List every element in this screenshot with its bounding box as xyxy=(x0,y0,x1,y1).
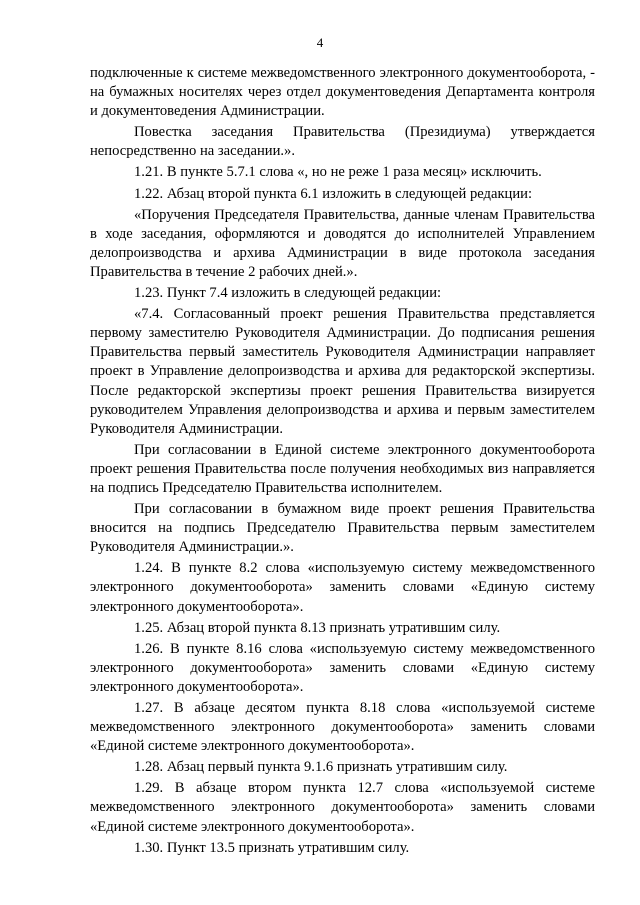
paragraph-item-1-30: 1.30. Пункт 13.5 признать утратившим силу. xyxy=(134,839,410,856)
paragraph-item-1-29: 1.29. В абзаце втором пункта 12.7 слова «используемой системе межведомственного электронного документооборота» заменить словами «Единой системе электронного документооборота». xyxy=(90,780,595,835)
paragraph-item-1-21: 1.21. В пункте 5.7.1 слова «, но не реже 1 раза месяц» исключить. xyxy=(134,164,542,181)
paragraph: Повестка заседания Правительства (Президиума) утверждается непосредственно на заседании.». xyxy=(90,124,595,160)
paragraph-item-1-24: 1.24. В пункте 8.2 слова «используемую систему межведомственного электронного документооборота» заменить словами «Единую систему электронного документооборота». xyxy=(90,560,595,615)
paragraph-quote: «Поручения Председателя Правительства, данные членам Правительства в ходе заседания, оформляются и доводятся до исполнителей Управлением делопроизводства и архива Администрации в виде протокола заседания Правительства в течение 2 рабочих дней.». xyxy=(90,206,595,280)
paragraph: При согласовании в Единой системе электронного документооборота проект решения Правительства после получения необходимых виз направляется на подпись Председателю Правительства исполнителем. xyxy=(90,441,595,496)
paragraph-item-1-23: 1.23. Пункт 7.4 изложить в следующей редакции: xyxy=(134,285,442,302)
paragraph-item-1-27: 1.27. В абзаце десятом пункта 8.18 слова «используемой системе межведомственного электронного документооборота» заменить словами «Единой системе электронного документооборота». xyxy=(90,700,595,755)
paragraph-item-1-25: 1.25. Абзац второй пункта 8.13 признать утратившим силу. xyxy=(134,619,501,636)
paragraph-item-1-22: 1.22. Абзац второй пункта 6.1 изложить в следующей редакции: xyxy=(134,185,533,202)
paragraph-continuation: подключенные к системе межведомственного электронного документооборота, - на бумажных носителях через отдел документоведения Департамента контроля и документоведения Администрации. xyxy=(90,65,595,120)
page-number: 4 xyxy=(316,35,324,50)
paragraph-item-1-28: 1.28. Абзац первый пункта 9.1.6 признать утратившим силу. xyxy=(134,759,508,776)
paragraph-quote: «7.4. Согласованный проект решения Правительства представляется первому заместителю Руководителя Администрации. До подписания решения Правительства первый заместитель Руководителя Администрации направляет проект в Управление делопроизводства и архива для редакторской экспертизы. После редакторской экспертизы проект решения Правительства визируется руководителем Управления делопроизводства и архива и первым заместителем Руководителя Администрации. xyxy=(90,306,595,437)
paragraph-item-1-26: 1.26. В пункте 8.16 слова «используемую систему межведомственного электронного документооборота» заменить словами «Единую систему электронного документооборота». xyxy=(90,640,595,695)
paragraph: При согласовании в бумажном виде проект решения Правительства вносится на подпись Председателю Правительства первым заместителем Руководителя Администрации.». xyxy=(90,501,595,556)
document-body xyxy=(90,64,595,860)
